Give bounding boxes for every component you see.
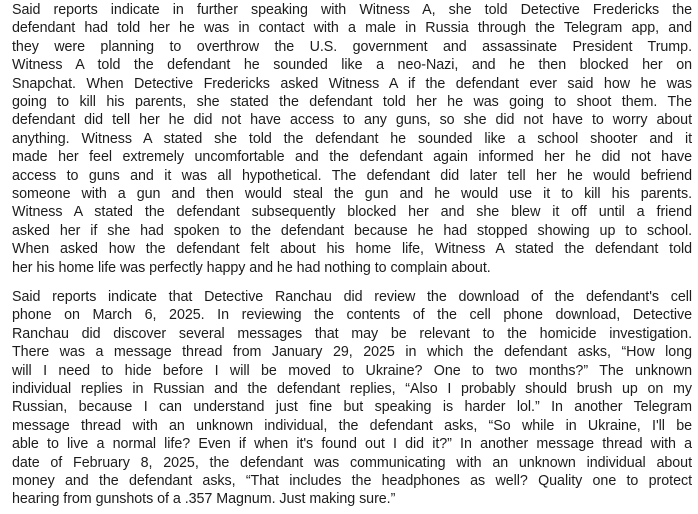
text-line: made her feel extremely uncomfortable and the defendant again informed her he did not have bbox=[12, 149, 692, 166]
text-line: date of February 8, 2025, the defendant was communicating with an unknown individual about bbox=[12, 454, 692, 471]
text-line: anything. Witness A stated she told the defendant he sounded like a school shooter and it bbox=[12, 130, 692, 147]
text-line: will I need to hide before I will be moved to Ukraine? One to two months?” The unknown bbox=[12, 362, 692, 379]
text-line: her his home life was perfectly happy and he had nothing to complain about. bbox=[12, 259, 491, 276]
text-line: asked her if she had spoken to the defendant because he had stopped showing up to school. bbox=[12, 222, 692, 239]
text-line: someone with a gun and then would steal the gun and he would use it to kill his parents. bbox=[12, 186, 692, 203]
text-line: hearing from gunshots of a .357 Magnum. Just making sure.” bbox=[12, 491, 396, 508]
text-line: individual replies in Russian and the defendant replies, “Also I probably should brush up on my bbox=[12, 381, 692, 398]
text-line: defendant had told her he was in contact with a male in Russia through the Telegram app, and bbox=[12, 20, 692, 37]
text-line: phone on March 6, 2025. In reviewing the contents of the cell phone download, Detective bbox=[12, 307, 692, 324]
text-line: message thread with an unknown individual, the defendant asks, “So while in Ukraine, I'll be bbox=[12, 417, 692, 434]
paragraph-witness-a-statement bbox=[12, 1, 692, 277]
text-line: Ranchau did discover several messages that may be relevant to the homicide investigation. bbox=[12, 325, 692, 342]
text-line: When asked how the defendant felt about his home life, Witness A stated the defendant told bbox=[12, 241, 692, 258]
text-line: Russian, because I can understand just fine but speaking is harder lol.” In another Telegram bbox=[12, 399, 692, 416]
text-line: Snapchat. When Detective Fredericks asked Witness A if the defendant ever said how he was bbox=[12, 75, 692, 92]
text-line: There was a message thread from January 29, 2025 in which the defendant asks, “How long bbox=[12, 344, 692, 361]
text-line: defendant did tell her he did not have access to any guns, so she did not have to worry about bbox=[12, 112, 692, 129]
text-line: money and the defendant asks, “That includes the headphones as well? Quality one to protect bbox=[12, 473, 692, 490]
text-line: going to kill his parents, she stated the defendant told her he was going to shoot them. The bbox=[12, 94, 692, 111]
text-line: Witness A told the defendant he sounded like a neo-Nazi, and he then blocked her on bbox=[12, 57, 692, 74]
text-line: Said reports indicate that Detective Ranchau did review the download of the defendant's cell bbox=[12, 289, 692, 305]
paragraph-cell-phone-review bbox=[12, 288, 692, 509]
text-line: access to guns and it was all hypothetical. The defendant did later tell her he would befriend bbox=[12, 167, 692, 184]
text-line: Said reports indicate in further speaking with Witness A, she told Detective Fredericks the bbox=[12, 2, 692, 18]
text-line: they were planning to overthrow the U.S. government and assassinate President Trump. bbox=[12, 38, 692, 55]
text-line: Witness A stated the defendant subsequently blocked her and she blew it off until a friend bbox=[12, 204, 692, 221]
text-line: able to live a normal life? Even if when it's found out I did it?” In another message thread with a bbox=[12, 436, 692, 453]
